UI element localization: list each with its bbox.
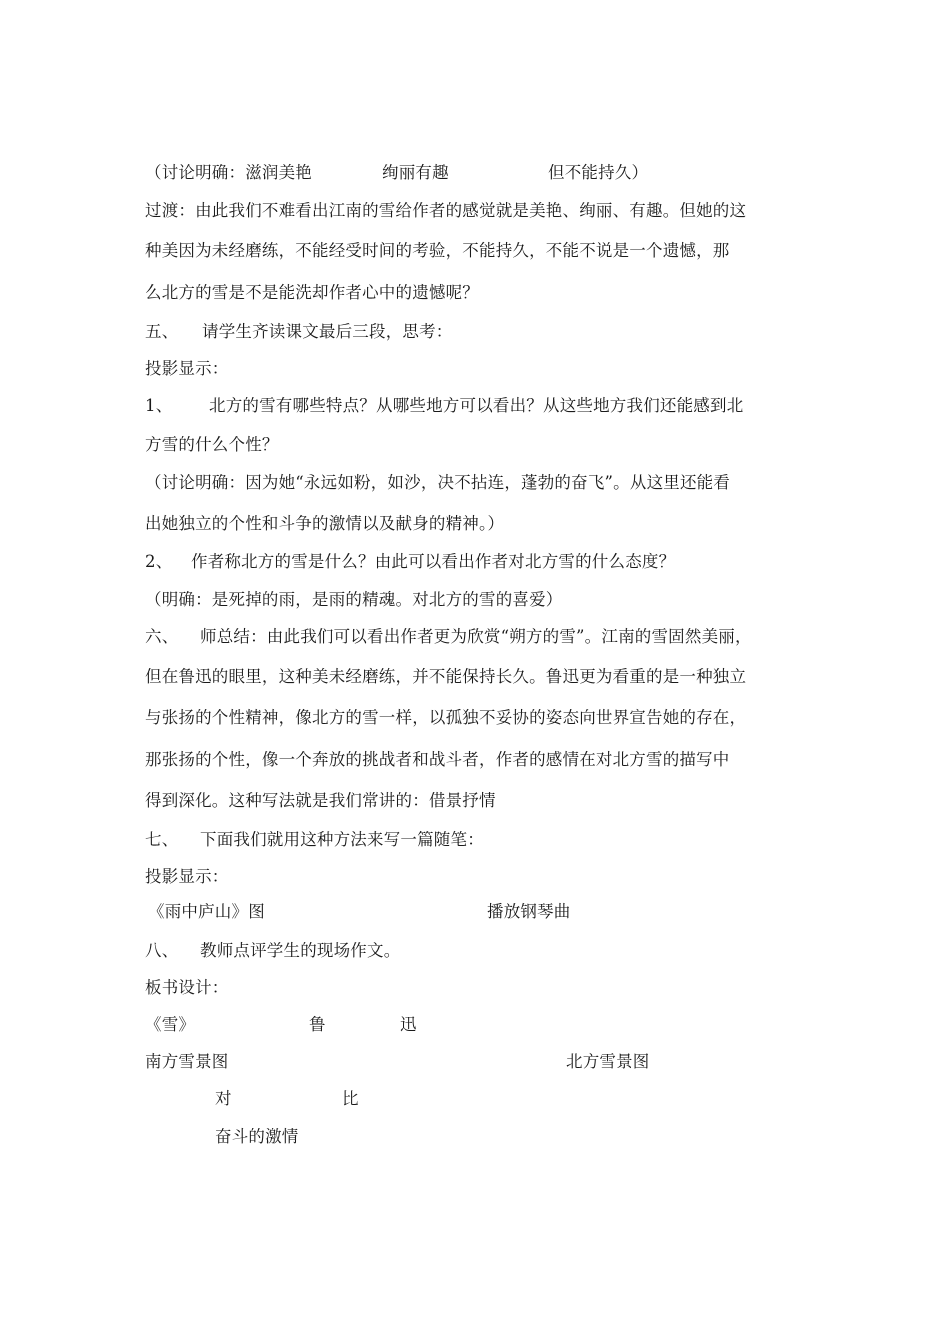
- paragraph-line: 与张扬的个性精神，像北方的雪一样，以孤独不妥协的姿态向世界宣告她的存在，: [145, 708, 747, 727]
- text-segment: 但不能持久）: [548, 163, 649, 182]
- text-segment: 迅: [400, 1015, 417, 1034]
- paragraph-line: 方雪的什么个性？: [145, 435, 279, 454]
- paragraph-line: 但在鲁迅的眼里，这种美未经磨练，并不能保持长久。鲁迅更为看重的是一种独立: [145, 667, 747, 686]
- section-number: 六、: [145, 627, 179, 646]
- paragraph-line: 过渡：由此我们不难看出江南的雪给作者的感觉就是美艳、绚丽、有趣。但她的这: [145, 201, 747, 220]
- projection-label: 投影显示：: [145, 359, 229, 378]
- text-segment: 比: [342, 1089, 359, 1108]
- paragraph-line: 种美因为未经磨练，不能经受时间的考验，不能持久，不能不说是一个遗憾，那: [145, 241, 730, 260]
- section-number: 五、: [145, 322, 179, 341]
- paragraph-line: 那张扬的个性，像一个奔放的挑战者和战斗者，作者的感情在对北方雪的描写中: [145, 750, 730, 769]
- text-segment: 南方雪景图: [145, 1052, 229, 1071]
- text-segment: 绚丽有趣: [382, 163, 449, 182]
- section-number: 七、: [145, 830, 179, 849]
- question-text: 作者称北方的雪是什么？由此可以看出作者对北方雪的什么态度？: [191, 552, 676, 571]
- paragraph-line: （讨论明确：因为她“永远如粉，如沙，决不拈连，蓬勃的奋飞”。从这里还能看: [145, 473, 731, 492]
- text-segment: （讨论明确：滋润美艳: [145, 163, 312, 182]
- question-number: 1、: [145, 396, 173, 415]
- text-segment: 对: [215, 1089, 232, 1108]
- section-number: 八、: [145, 941, 179, 960]
- projection-label: 投影显示：: [145, 867, 229, 886]
- section-text: 师总结：由此我们可以看出作者更为欣赏“朔方的雪”。江南的雪固然美丽，: [200, 627, 752, 646]
- paragraph-line: 么北方的雪是不是能洗却作者心中的遗憾呢？: [145, 283, 479, 302]
- section-text: 下面我们就用这种方法来写一篇随笔：: [200, 830, 484, 849]
- paragraph-line: 得到深化。这种写法就是我们常讲的：借景抒情: [145, 791, 496, 810]
- section-text: 教师点评学生的现场作文。: [200, 941, 401, 960]
- section-text: 请学生齐读课文最后三段，思考：: [202, 322, 453, 341]
- text-segment: 《雪》: [145, 1015, 196, 1034]
- question-text: 北方的雪有哪些特点？从哪些地方可以看出？从这些地方我们还能感到北: [209, 396, 744, 415]
- board-passion-line: 奋斗的激情: [215, 1127, 299, 1146]
- text-segment: 播放钢琴曲: [487, 902, 571, 921]
- text-segment: 鲁: [309, 1015, 326, 1034]
- board-design-label: 板书设计：: [145, 978, 229, 997]
- paragraph-line: （明确：是死掉的雨，是雨的精魂。对北方的雪的喜爱）: [145, 590, 563, 609]
- question-number: 2、: [145, 552, 173, 571]
- paragraph-line: 出她独立的个性和斗争的激情以及献身的精神。）: [145, 514, 505, 533]
- text-segment: 《雨中庐山》图: [148, 902, 265, 921]
- text-segment: 北方雪景图: [566, 1052, 650, 1071]
